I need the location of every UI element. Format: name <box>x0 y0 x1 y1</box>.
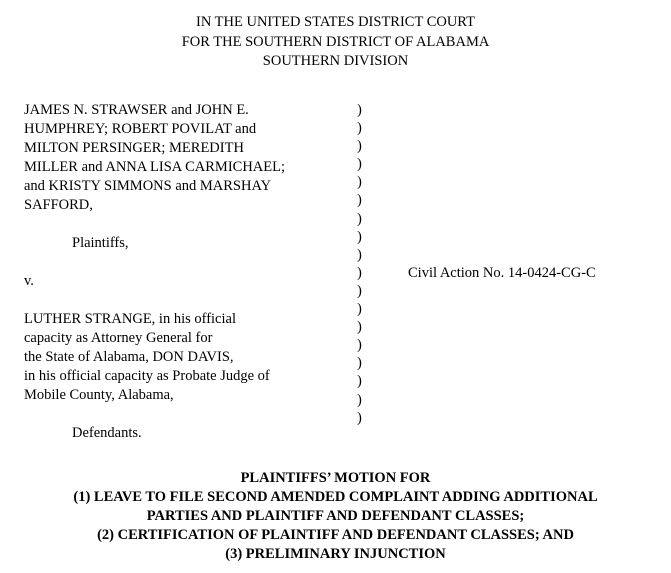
versus: v. <box>24 273 34 289</box>
caption-paren: ) <box>357 156 362 173</box>
defendants-name-line: in his official capacity as Probate Judge of <box>24 368 270 384</box>
plaintiffs-name-line: MILTON PERSINGER; MEREDITH <box>24 140 244 156</box>
defendants-name-line: LUTHER STRANGE, in his official <box>24 311 236 327</box>
plaintiffs-name-line: HUMPHREY; ROBERT POVILAT and <box>24 121 257 137</box>
caption-paren: ) <box>357 228 362 245</box>
caption-paren: ) <box>357 264 362 281</box>
caption-paren: ) <box>357 192 362 209</box>
caption-paren: ) <box>357 337 362 354</box>
plaintiffs-name-line: JAMES N. STRAWSER and JOHN E. <box>24 102 249 118</box>
motion-title-line: (3) PRELIMINARY INJUNCTION <box>225 546 446 562</box>
defendants-name-line: Mobile County, Alabama, <box>24 387 174 403</box>
motion-title <box>0 469 671 564</box>
defendants-name-line: capacity as Attorney General for <box>24 330 213 346</box>
division-line: SOUTHERN DIVISION <box>262 53 409 69</box>
district-line: FOR THE SOUTHERN DISTRICT OF ALABAMA <box>181 33 490 50</box>
plaintiffs-name-line: MILLER and ANNA LISA CARMICHAEL; <box>24 159 285 175</box>
caption-paren: ) <box>357 319 362 336</box>
motion-title-line: (2) CERTIFICATION OF PLAINTIFF AND DEFENDANT CLASSES; AND <box>97 527 574 543</box>
defendants-role: Defendants. <box>72 425 142 441</box>
motion-title-line: PLAINTIFFS’ MOTION FOR <box>240 470 431 486</box>
court-name-line: IN THE UNITED STATES DISTRICT COURT <box>196 14 475 30</box>
caption-paren: ) <box>357 246 362 263</box>
plaintiffs-name-line: and KRISTY SIMMONS and MARSHAY <box>24 178 272 194</box>
caption-paren: ) <box>357 138 362 155</box>
caption-paren: ) <box>357 120 362 137</box>
caption-paren: ) <box>357 282 362 299</box>
case-caption-parties <box>24 101 354 443</box>
caption-paren: ) <box>357 102 362 118</box>
caption-paren: ) <box>357 210 362 227</box>
court-header <box>0 13 671 72</box>
caption-paren: ) <box>357 355 362 372</box>
defendants-name-line: the State of Alabama, DON DAVIS, <box>24 349 234 365</box>
plaintiffs-role: Plaintiffs, <box>72 235 129 251</box>
motion-title-line: (1) LEAVE TO FILE SECOND AMENDED COMPLAINT ADDING ADDITIONAL <box>73 489 598 505</box>
caption-paren: ) <box>357 409 362 426</box>
motion-title-line: PARTIES AND PLAINTIFF AND DEFENDANT CLASSES; <box>146 508 525 524</box>
caption-paren: ) <box>357 174 362 191</box>
caption-paren-column <box>357 101 369 427</box>
civil-action-number: Civil Action No. 14-0424-CG-C <box>408 265 596 281</box>
plaintiffs-name-line: SAFFORD, <box>24 197 93 213</box>
caption-paren: ) <box>357 391 362 408</box>
caption-paren: ) <box>357 301 362 318</box>
caption-paren: ) <box>357 373 362 390</box>
